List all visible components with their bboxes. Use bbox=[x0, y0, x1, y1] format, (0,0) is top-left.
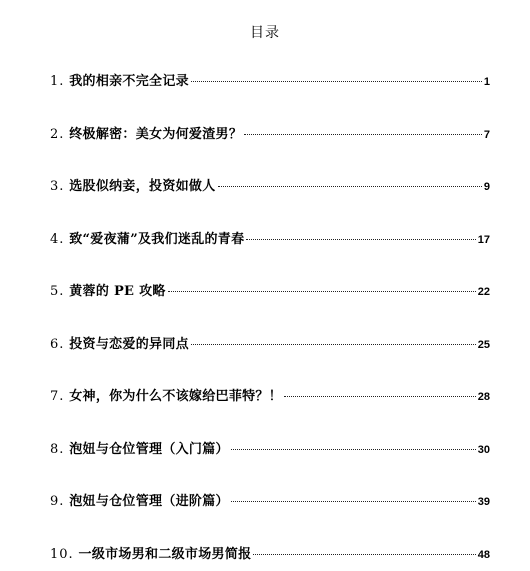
toc-entry-number: 3. bbox=[50, 179, 65, 194]
toc-entry-title: 黄蓉的 PE 攻略 bbox=[69, 284, 166, 299]
toc-entry-label bbox=[50, 228, 244, 247]
toc-entry-label bbox=[50, 333, 189, 352]
toc-entry[interactable] bbox=[50, 123, 490, 151]
toc-entry-page: 25 bbox=[477, 338, 490, 351]
toc-entry-title: 我的相亲不完全记录 bbox=[69, 74, 189, 89]
dot-leader bbox=[244, 134, 482, 135]
toc-entry-title: 泡妞与仓位管理（入门篇） bbox=[69, 441, 229, 457]
toc-entry-page: 30 bbox=[477, 443, 490, 456]
toc-entry-number: 8. bbox=[50, 441, 65, 457]
toc-entry-number: 10. bbox=[50, 546, 74, 562]
toc-entry-page: 17 bbox=[477, 233, 490, 246]
toc-entry-label bbox=[50, 175, 216, 194]
dot-leader bbox=[191, 344, 476, 345]
toc-list bbox=[50, 70, 490, 571]
toc-entry-label bbox=[50, 385, 282, 404]
toc-entry-label bbox=[50, 70, 189, 89]
toc-entry-page: 22 bbox=[477, 286, 490, 298]
toc-entry[interactable] bbox=[50, 385, 490, 413]
toc-entry-page: 48 bbox=[477, 548, 490, 561]
toc-entry-title: 致“爱夜蒲”及我们迷乱的青春 bbox=[69, 231, 245, 247]
toc-entry-label bbox=[50, 438, 229, 457]
toc-entry-number: 7. bbox=[50, 389, 65, 404]
toc-entry-number: 4. bbox=[50, 231, 65, 247]
toc-entry-label bbox=[50, 490, 229, 509]
dot-leader bbox=[231, 501, 476, 502]
toc-entry-label bbox=[50, 543, 251, 562]
toc-entry-number: 6. bbox=[50, 336, 65, 352]
toc-entry-number: 2. bbox=[50, 126, 65, 142]
toc-entry-title: 女神，你为什么不该嫁给巴菲特？！ bbox=[69, 389, 283, 404]
toc-entry[interactable] bbox=[50, 490, 490, 518]
toc-entry[interactable] bbox=[50, 438, 490, 466]
toc-entry[interactable] bbox=[50, 280, 490, 308]
toc-entry-page: 7 bbox=[483, 128, 490, 141]
toc-entry-title: 一级市场男和二级市场男简报 bbox=[78, 546, 252, 562]
toc-title: 目录 bbox=[250, 25, 280, 41]
toc-entry-number: 5. bbox=[50, 284, 65, 299]
toc-entry[interactable] bbox=[50, 175, 490, 203]
toc-entry-title: 终极解密：美女为何爱渣男？ bbox=[69, 126, 243, 142]
toc-entry-title: 投资与恋爱的异同点 bbox=[69, 336, 189, 352]
toc-entry-label bbox=[50, 123, 242, 142]
toc-entry-page: 28 bbox=[477, 391, 490, 403]
toc-entry-title: 选股似纳妾，投资如做人 bbox=[69, 179, 216, 194]
toc-entry[interactable] bbox=[50, 70, 490, 98]
dot-leader bbox=[246, 239, 475, 240]
toc-entry-page: 39 bbox=[477, 496, 490, 508]
dot-leader bbox=[218, 186, 482, 187]
toc-entry-page: 9 bbox=[483, 181, 490, 193]
dot-leader bbox=[191, 81, 482, 82]
toc-entry-number: 9. bbox=[50, 494, 65, 509]
dot-leader bbox=[231, 449, 476, 450]
dot-leader bbox=[168, 291, 476, 292]
toc-entry-title: 泡妞与仓位管理（进阶篇） bbox=[69, 494, 229, 509]
toc-entry[interactable] bbox=[50, 333, 490, 361]
toc-entry[interactable] bbox=[50, 228, 490, 256]
toc-entry-number: 1. bbox=[50, 74, 65, 89]
dot-leader bbox=[284, 396, 476, 397]
toc-entry[interactable] bbox=[50, 543, 490, 571]
toc-entry-label bbox=[50, 280, 166, 299]
dot-leader bbox=[253, 554, 475, 555]
toc-entry-page: 1 bbox=[483, 76, 490, 88]
